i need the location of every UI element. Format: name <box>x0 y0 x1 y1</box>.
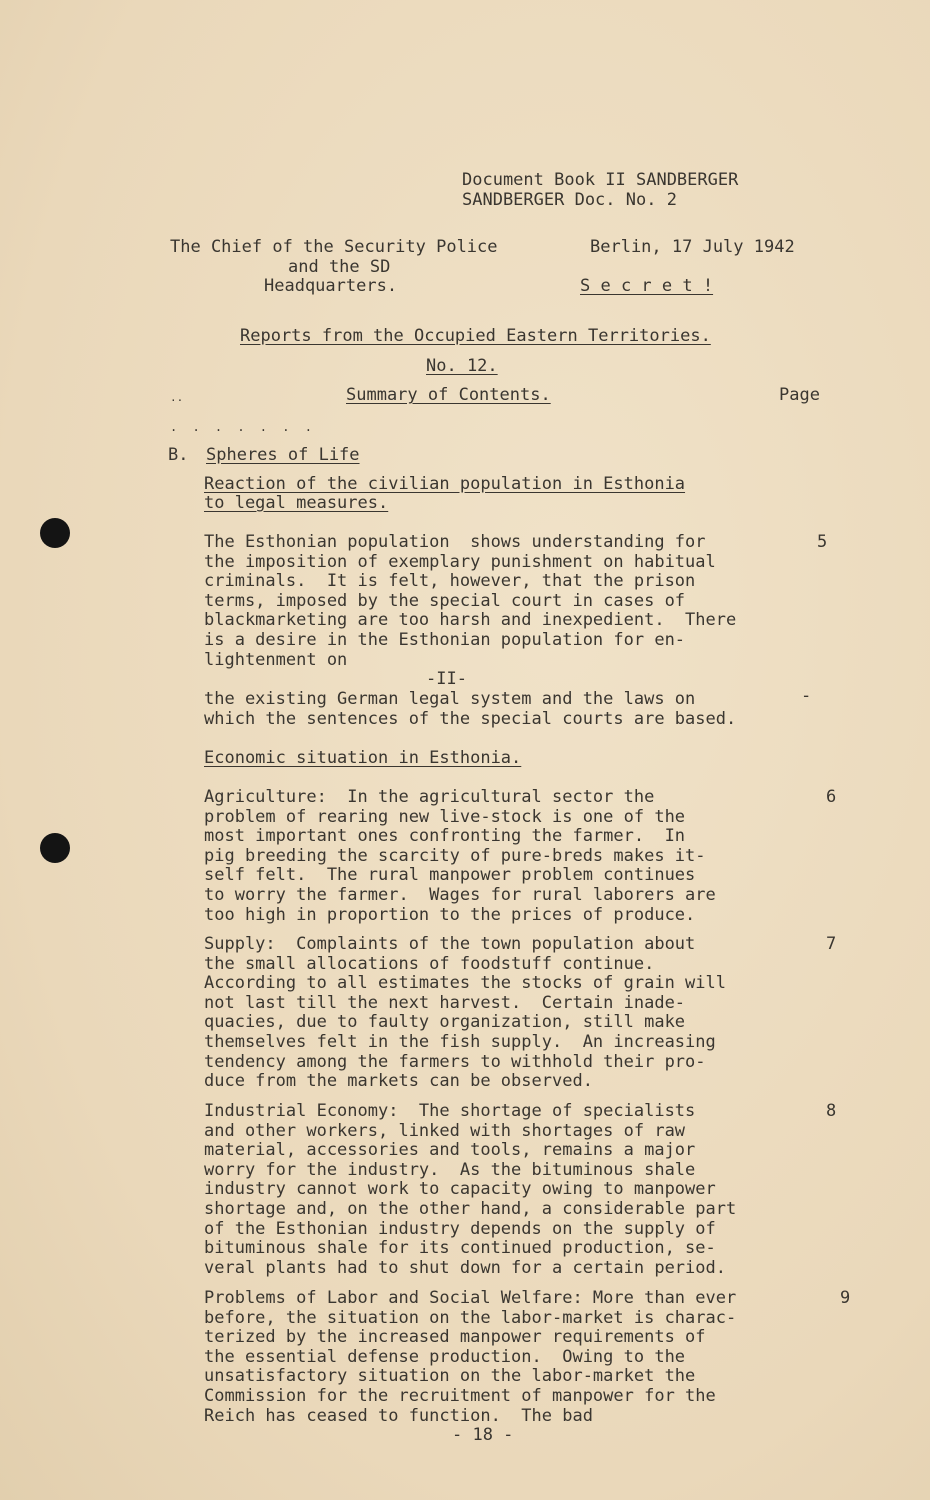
punch-hole <box>40 833 70 863</box>
sender-line-2: and the SD <box>288 257 391 277</box>
page-ref-8: 8 <box>826 1101 837 1121</box>
page-ref-7: 7 <box>826 934 837 954</box>
summary-heading: Summary of Contents. <box>346 385 551 405</box>
paragraph-agriculture: Agriculture: In the agricultural sector the problem of rearing new live-stock is one of the most important ones confronting the farmer. In pig breeding the scarcity of pure-breds makes it- self felt. The rural manpower problem continues to worry the farmer. Wages for rural laborers are too high in proportion to the prices of produce. <box>204 787 716 925</box>
paragraph-legal: The Esthonian population shows understanding for the imposition of exemplary punishment on habitual criminals. It is felt, however, that the prison terms, imposed by the special court in cases of blackmarketing are too harsh and inexpedient. There is a desire in the Esthonian population for en- lightenment on <box>204 532 737 670</box>
punch-hole <box>40 518 70 548</box>
page-ref-5: 5 <box>817 532 828 552</box>
page-ref-9: 9 <box>840 1288 851 1308</box>
omission-dots: . . . . . . . <box>170 420 316 434</box>
subsection-title-legal: Reaction of the civilian population in Esthonia to legal measures. <box>204 474 686 513</box>
ellipsis-mark: .. <box>170 391 184 404</box>
secret-stamp: S e c r e t ! <box>580 276 714 296</box>
paragraph-industrial-economy: Industrial Economy: The shortage of specialists and other workers, linked with shortages of raw material, accessories and tools, remains a major worry for the industry. As the bituminous shale industry cannot work to capacity owing to manpower shortage and, on the other hand, a considerable part of the Esthonian industry depends on the supply of bituminous shale for its continued production, se- veral plants had to shut down for a certain period. <box>204 1101 737 1278</box>
stray-mark: - <box>801 686 812 706</box>
sender-line-1: The Chief of the Security Police <box>170 237 498 257</box>
section-title: Spheres of Life <box>206 445 360 465</box>
subsection-title-economic: Economic situation in Esthonia. <box>204 748 522 768</box>
doc-number-line: SANDBERGER Doc. No. 2 <box>462 190 677 210</box>
paragraph-labor-welfare: Problems of Labor and Social Welfare: More than ever before, the situation on the labor-market is charac- terized by the increased manpower requirements of the essential defense production. Owing to the unsatisfactory situation on the labor-market the Commission for the recruitment of manpower for the Reich has ceased to function. The bad <box>204 1288 737 1426</box>
page-column-label: Page <box>779 385 820 405</box>
page-marker: -II- <box>426 669 467 689</box>
paragraph-supply: Supply: Complaints of the town population about the small allocations of foodstuff continue. According to all estimates the stocks of grain will not last till the next harvest. Certain inade- quacies, due to faulty organization, still make themselves felt in the fish supply. An increasing tendency among the farmers to withhold their pro- duce from the markets can be observed. <box>204 934 726 1092</box>
place-date: Berlin, 17 July 1942 <box>590 237 795 257</box>
page-ref-6: 6 <box>826 787 837 807</box>
report-number: No. 12. <box>426 356 498 376</box>
sender-line-3: Headquarters. <box>264 276 398 296</box>
section-letter: B. <box>168 445 189 465</box>
report-title: Reports from the Occupied Eastern Territories. <box>240 326 711 346</box>
doc-book-line: Document Book II SANDBERGER <box>462 170 739 190</box>
paragraph-legal-continued: the existing German legal system and the laws on which the sentences of the special courts are based. <box>204 689 737 729</box>
page-number: - 18 - <box>452 1425 514 1445</box>
